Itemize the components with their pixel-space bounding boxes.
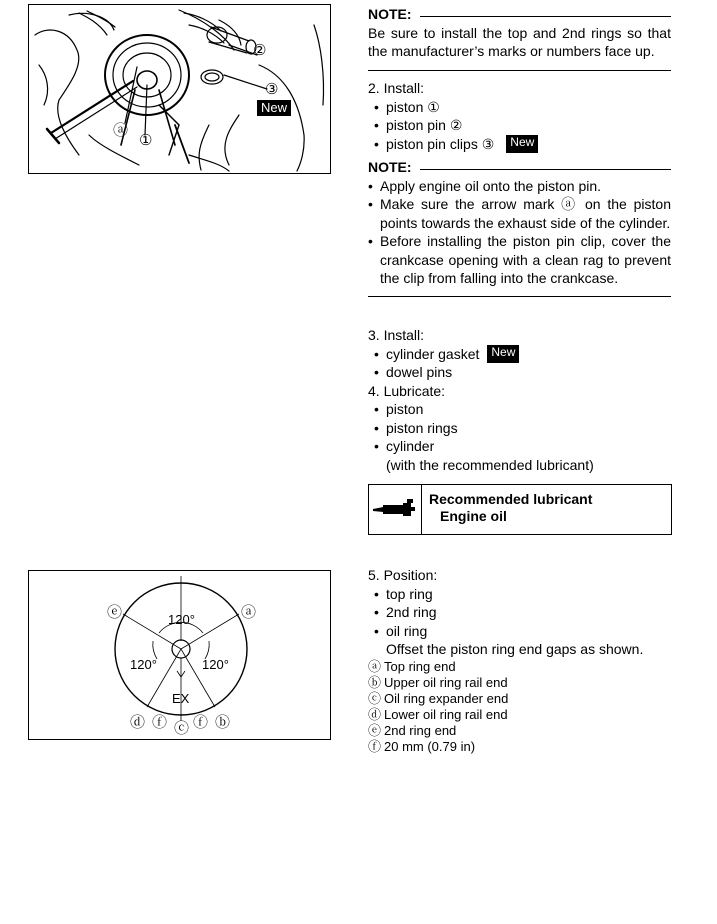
callout-c: ⓒ [174,720,190,737]
recommended-lubricant-box [368,484,672,535]
angle-label-top: 120° [168,612,195,627]
angle-label-right: 120° [202,657,229,672]
piston-installation-illustration [28,4,331,174]
list-item: • piston [374,401,424,417]
callout-a: ⓐ [241,604,257,621]
note-heading: NOTE: [368,5,671,24]
list-item: • piston pin clips ③ New [368,135,671,154]
ring-gap-diagram [28,570,331,740]
list-item: • 2nd ring [374,604,437,620]
list-item: • piston pin ② [374,117,463,133]
callout-2: ② [253,42,267,59]
callout-b: ⓑ [215,714,231,731]
lubricant-label: Recommended lubricant [429,491,593,507]
new-badge: New [257,100,291,116]
callout-d: ⓓ [130,714,146,731]
step-instruction: Offset the piston ring end gaps as shown. [386,641,644,657]
callout-a: ⓐ [113,122,129,139]
new-badge: New [506,135,538,154]
callout-f-right: ⓕ [193,714,209,731]
oil-can-icon [369,485,422,534]
ring-gap-drawing [29,571,330,739]
piston-installation-drawing [29,5,330,173]
list-item: • Apply engine oil onto the piston pin. [368,177,602,194]
list-item: • dowel pins [374,364,453,380]
note-heading: NOTE: [368,158,671,177]
list-item: • piston ① [374,98,440,115]
step-5 [368,566,671,659]
legend-item: ⓒ Oil ring expander end [368,691,509,707]
note-2 [368,158,671,297]
list-item: • cylinder gasket New [368,345,671,364]
list-item: • oil ring [374,622,428,639]
step-title: 3. Install: [368,327,425,343]
legend-item: ⓔ 2nd ring end [368,723,457,739]
exhaust-label: EX [172,691,190,706]
callout-3: ③ [265,81,279,98]
step-2 [368,79,671,153]
note-text: Be sure to install the top and 2nd rings so that the manufacturer’s marks or numbers face up. [368,24,671,71]
step-title: 5. Position: [368,567,438,583]
step-title: 4. Lubricate: [368,382,446,399]
callout-f-left: ⓕ [152,714,168,731]
legend-item: ⓑ Upper oil ring rail end [368,675,508,691]
step-3 [368,326,671,474]
callout-1: ① [139,132,153,149]
list-item: • Before installing the piston pin clip, cover the crankcase opening with a clean rag to prevent the clip from falling into the crankcase. [368,233,671,286]
step-title: 2. Install: [368,80,425,96]
angle-label-left: 120° [130,657,157,672]
callout-e: ⓔ [107,604,123,621]
lubricant-value: Engine oil [440,508,507,524]
new-badge: New [487,345,519,364]
legend [368,659,671,756]
list-item: • cylinder [374,438,435,454]
legend-item: ⓐ Top ring end [368,659,456,674]
note-1 [368,5,671,71]
list-item: • piston rings [374,419,458,436]
lubricant-note: (with the recommended lubricant) [386,456,594,473]
list-item: • top ring [374,585,433,602]
legend-item: ⓓ Lower oil ring rail end [368,707,508,723]
legend-item: ⓕ 20 mm (0.79 in) [368,739,476,755]
list-item: • Make sure the arrow mark ⓐ on the piston points towards the exhaust side of the cylinder. [368,196,671,231]
